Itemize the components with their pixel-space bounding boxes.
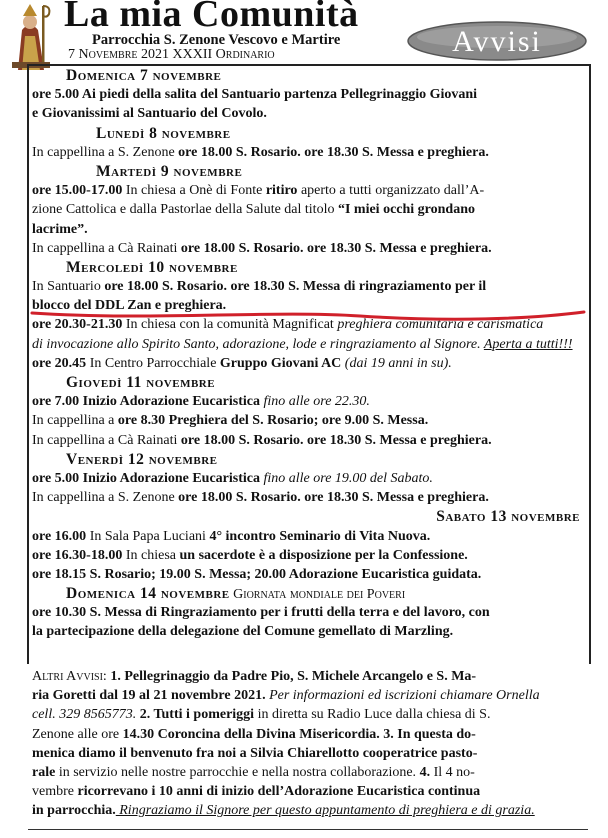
schedule-line (32, 392, 584, 411)
announcement: in parrocchia. (32, 803, 116, 819)
event-title: “I miei occhi grondano (337, 202, 475, 218)
schedule-line (32, 104, 584, 123)
announcement: menica diamo il benvenuto fra noi a Silvia Chiarellotto cooperatrice pasto- (32, 745, 478, 761)
event: blocco del DDL Zan e preghiera. (32, 298, 227, 314)
avvisi-badge-label: Avvisi (452, 25, 542, 58)
time: ore 16.00 (32, 528, 87, 544)
schedule-line (32, 277, 584, 296)
section-label: Altri Avvisi: (32, 669, 107, 684)
event: ore 18.00 S. Rosario. ore 18.30 S. Messa e preghiera. (178, 490, 489, 506)
parish-name: Parrocchia S. Zenone Vescovo e Martire (92, 32, 341, 48)
schedule-line (32, 622, 584, 641)
note: vembre (32, 784, 78, 800)
note: in servizio nelle nostre parrocchie e nella nostra collaborazione. (55, 764, 420, 780)
announcement: ricorrevano i 10 anni di inizio dell’Adorazione Eucaristica continua (77, 784, 481, 800)
event-title: lacrime”. (32, 221, 88, 237)
red-highlight-underline (30, 307, 586, 323)
note: aperto a tutti (297, 183, 372, 199)
schedule-line (32, 220, 584, 239)
other-announcements (32, 667, 584, 821)
note: organizzato dall’A- (371, 183, 485, 199)
day-heading: Venerdì 12 novembre (66, 450, 218, 468)
event: 4° incontro Seminario di Vita Nuova. (209, 528, 431, 544)
schedule-line (32, 354, 584, 373)
time: ore 15.00-17.00 (32, 183, 123, 199)
schedule-line (32, 431, 584, 450)
weekly-schedule (32, 66, 584, 642)
day-heading: Domenica 14 novembre (66, 585, 230, 603)
event: un sacerdote è a disposizione per la Confessione. (179, 547, 468, 563)
closing-note: Ringraziamo il Signore per questo appuntamento di preghiera e di grazia. (115, 803, 535, 819)
day-heading-row (32, 584, 584, 603)
announcement-line (32, 801, 584, 820)
saint-zeno-image (4, 0, 56, 70)
announcement-number: 4. (419, 764, 431, 780)
schedule-line (32, 488, 584, 507)
note: in diretta su Radio Luce dalla chiesa di S. (254, 707, 491, 723)
avvisi-badge (406, 20, 588, 62)
schedule-line (32, 200, 584, 219)
announcement: 14.30 Coroncina della Divina Misericordia. 3. In questa do- (122, 726, 476, 742)
note: fino alle ore 22.30. (260, 394, 370, 410)
note: Il 4 no- (430, 764, 475, 780)
note: (dai 19 anni in su). (341, 355, 452, 371)
note: zione Cattolica e dalla Pastorlae della Salute dal titolo (32, 202, 338, 218)
schedule-line (32, 239, 584, 258)
schedule-line (32, 527, 584, 546)
place: In cappellina a (32, 413, 118, 429)
event: ore 18.00 S. Rosario. ore 18.30 S. Messa e preghiera. (178, 144, 489, 160)
schedule-line (32, 565, 584, 584)
note: fino alle ore 19.00 del Sabato. (260, 470, 433, 486)
schedule-line (32, 546, 584, 565)
day-heading: Giovedì 11 novembre (66, 374, 216, 391)
day-heading: Domenica 7 novembre (66, 67, 222, 84)
bottom-rule (28, 829, 588, 830)
event: ore 7.00 Inizio Adorazione Eucaristica (32, 394, 260, 410)
note: preghiera comunitaria e carismatica (337, 317, 544, 333)
event: la partecipazione della delegazione del Comune gemellato di Marzling. (32, 624, 454, 640)
event: ore 18.15 S. Rosario; 19.00 S. Messa; 20.00 Adorazione Eucaristica guidata. (32, 566, 482, 582)
place: In cappellina a Cà Rainati (32, 240, 181, 256)
announcement-line (32, 763, 584, 782)
event: ritiro (265, 183, 298, 199)
issue-date: 7 Novembre 2021 XXXII Ordinario (68, 47, 275, 62)
announcement: 1. Pellegrinaggio da Padre Pio, S. Michele Arcangelo e S. Ma- (106, 669, 477, 684)
time: ore 20.45 (32, 355, 87, 371)
announcement-line (32, 686, 584, 705)
schedule-line (32, 143, 584, 162)
event: Gruppo Giovani AC (219, 355, 342, 371)
phone-number: cell. 329 8565773. (32, 707, 137, 723)
place: In chiesa con la comunità Magnificat (122, 317, 338, 333)
event: ore 18.00 S. Rosario. ore 18.30 S. Messa di ringraziamento per il (104, 279, 487, 295)
schedule-line (32, 85, 584, 104)
announcement-line (32, 744, 584, 763)
schedule-line (32, 603, 584, 622)
announcement-line (32, 782, 584, 801)
place: In Santuario (32, 279, 105, 295)
time: ore 5.00 (32, 87, 80, 103)
place: In chiesa a Onè di Fonte (122, 183, 266, 199)
announcement: 2. Tutti i pomeriggi (136, 707, 255, 723)
announcement-line (32, 667, 584, 686)
place: In Sala Papa Luciani (86, 528, 210, 544)
place: In cappellina a S. Zenone (32, 490, 179, 506)
announcement-line (32, 725, 584, 744)
note: di invocazione allo Spirito Santo, adorazione, lode e ringraziamento al Signore. (32, 336, 484, 352)
announcement: ria Goretti dal 19 al 21 novembre 2021. (32, 688, 266, 704)
day-heading: Lunedì 8 novembre (96, 124, 231, 142)
day-heading: Sabato 13 novembre (436, 508, 580, 526)
place: In cappellina a Cà Rainati (32, 432, 181, 448)
note-underlined: Aperta a tutti!!! (483, 336, 573, 352)
event: ore 18.00 S. Rosario. ore 18.30 S. Messa e preghiera. (180, 432, 492, 448)
time: ore 16.30-18.00 (32, 547, 123, 563)
note: alle ore (73, 726, 123, 742)
day-heading: Mercoledì 10 novembre (66, 258, 238, 276)
note: Per informazioni ed iscrizioni chiamare Ornella (265, 688, 540, 704)
note: Zenone (32, 726, 74, 742)
schedule-line (32, 335, 584, 354)
day-heading: Martedì 9 novembre (96, 162, 243, 180)
event: ore 10.30 S. Messa di Ringraziamento per i frutti della terra e del lavoro, con (32, 605, 490, 621)
schedule-line (32, 469, 584, 488)
place: In Centro Parrocchiale (86, 355, 220, 371)
event: ore 8.30 Preghiera del S. Rosario; ore 9.00 S. Messa. (117, 413, 429, 429)
place: In cappellina a S. Zenone (32, 144, 179, 160)
announcement: rale (32, 764, 56, 780)
event: ore 5.00 Inizio Adorazione Eucaristica (32, 470, 260, 486)
event: ore 18.00 S. Rosario. ore 18.30 S. Messa e preghiera. (180, 240, 492, 256)
time: ore 20.30-21.30 (32, 317, 123, 333)
place: In chiesa (122, 547, 180, 563)
schedule-line (32, 181, 584, 200)
event: e Giovanissimi al Santuario del Covolo. (32, 106, 267, 122)
day-note: Giornata mondiale dei Poveri (229, 587, 406, 603)
announcement-line (32, 705, 584, 724)
bulletin-title: La mia Comunità (64, 0, 359, 35)
schedule-line (32, 411, 584, 430)
event: Ai piedi della salita del Santuario partenza Pellegrinaggio Giovani (79, 87, 478, 103)
bulletin-header (0, 0, 608, 68)
